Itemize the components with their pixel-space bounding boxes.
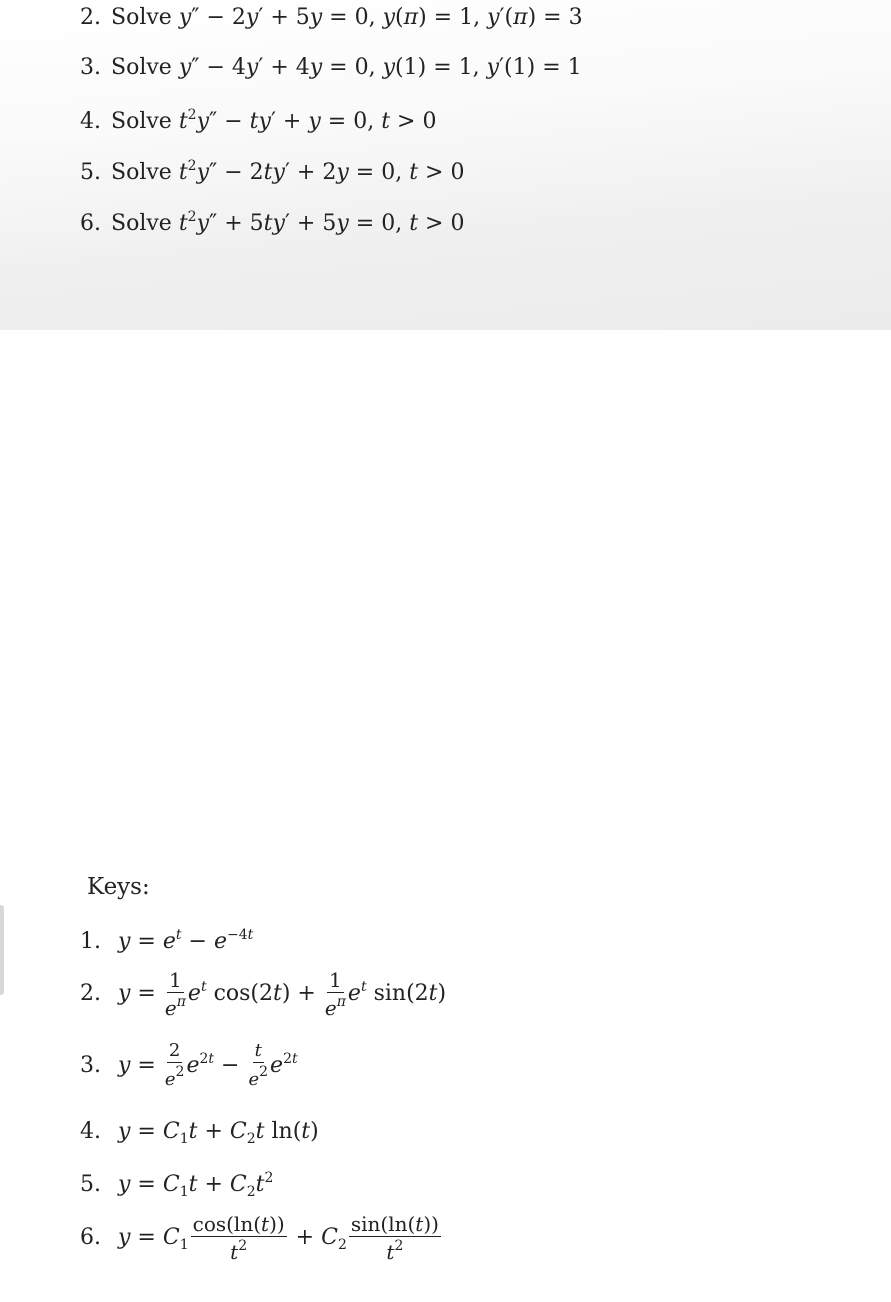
key-2 — [80, 970, 446, 1018]
keys-heading: Keys: — [87, 874, 150, 900]
key-number: 5. — [80, 1172, 101, 1197]
key-5 — [80, 1171, 273, 1199]
key-answer: $y = C_1$ $\frac{\cos(\ln(t))}{t^2}$ + $C_2$ $\frac{\sin(\ln(t))}{t^2}$ — [118, 1212, 439, 1264]
problem-equation: $t^2y'' + 5ty' + 5y = 0$, t > 0 — [178, 209, 465, 236]
fraction: $\frac{2}{e^2}$ — [164, 1040, 185, 1090]
key-3 — [80, 1042, 298, 1089]
problem-equation: $t^2y'' - ty' + y = 0$, t > 0 — [178, 107, 437, 134]
key-answer: y = $\frac{2}{e^2}$ $e^{2t}$ − $\frac{t}{e^2}$ $e^{2t}$ — [118, 1040, 298, 1090]
key-answer: y = $\frac{1}{e^\pi}$ $e^t$ cos(2t) + $\frac{1}{e^\pi}$ $e^t$ sin(2t) — [118, 968, 447, 1020]
problem-5 — [80, 159, 464, 184]
problem-4 — [80, 108, 436, 133]
problem-6 — [80, 210, 464, 235]
key-6 — [80, 1214, 443, 1262]
key-4 — [80, 1121, 319, 1146]
fraction: $\frac{1}{e^\pi}$ — [324, 968, 346, 1020]
problem-instruction: Solve — [111, 55, 172, 80]
problem-instruction: Solve — [111, 160, 172, 185]
problem-equation: y″ − 2y′ + 5y = 0, y(π) = 1, y′(π) = 3 — [178, 5, 583, 30]
key-number: 1. — [80, 929, 101, 954]
problem-instruction: Solve — [111, 5, 172, 30]
problem-equation: y″ − 4y′ + 4y = 0, y(1) = 1, y′(1) = 1 — [178, 55, 582, 80]
key-number: 3. — [80, 1052, 101, 1078]
problem-3 — [80, 57, 582, 79]
problem-number: 4. — [80, 109, 101, 134]
key-answer: $y = e^t - e^{-4t}$ — [118, 927, 254, 954]
fraction: $\frac{\sin(\ln(t))}{t^2}$ — [350, 1212, 439, 1264]
problem-number: 2. — [80, 5, 101, 30]
problem-2 — [80, 7, 583, 29]
problem-number: 5. — [80, 160, 101, 185]
fraction: $\frac{1}{e^\pi}$ — [164, 968, 186, 1020]
problem-number: 3. — [80, 55, 101, 80]
problem-instruction: Solve — [111, 109, 172, 134]
key-number: 4. — [80, 1119, 101, 1144]
key-answer: $y = C_1t + C_2t^2$ — [118, 1170, 274, 1200]
key-number: 2. — [80, 981, 101, 1006]
fraction: $\frac{\cos(\ln(t))}{t^2}$ — [192, 1212, 285, 1264]
problem-number: 6. — [80, 211, 101, 236]
key-answer: $y = C_1t + C_2t$ ln(t) — [118, 1119, 319, 1147]
problem-equation: $t^2y'' - 2ty' + 2y = 0$, t > 0 — [178, 158, 465, 185]
key-number: 6. — [80, 1225, 101, 1250]
fraction: $\frac{t}{e^2}$ — [248, 1040, 269, 1090]
key-1 — [80, 928, 253, 953]
problem-instruction: Solve — [111, 211, 172, 236]
